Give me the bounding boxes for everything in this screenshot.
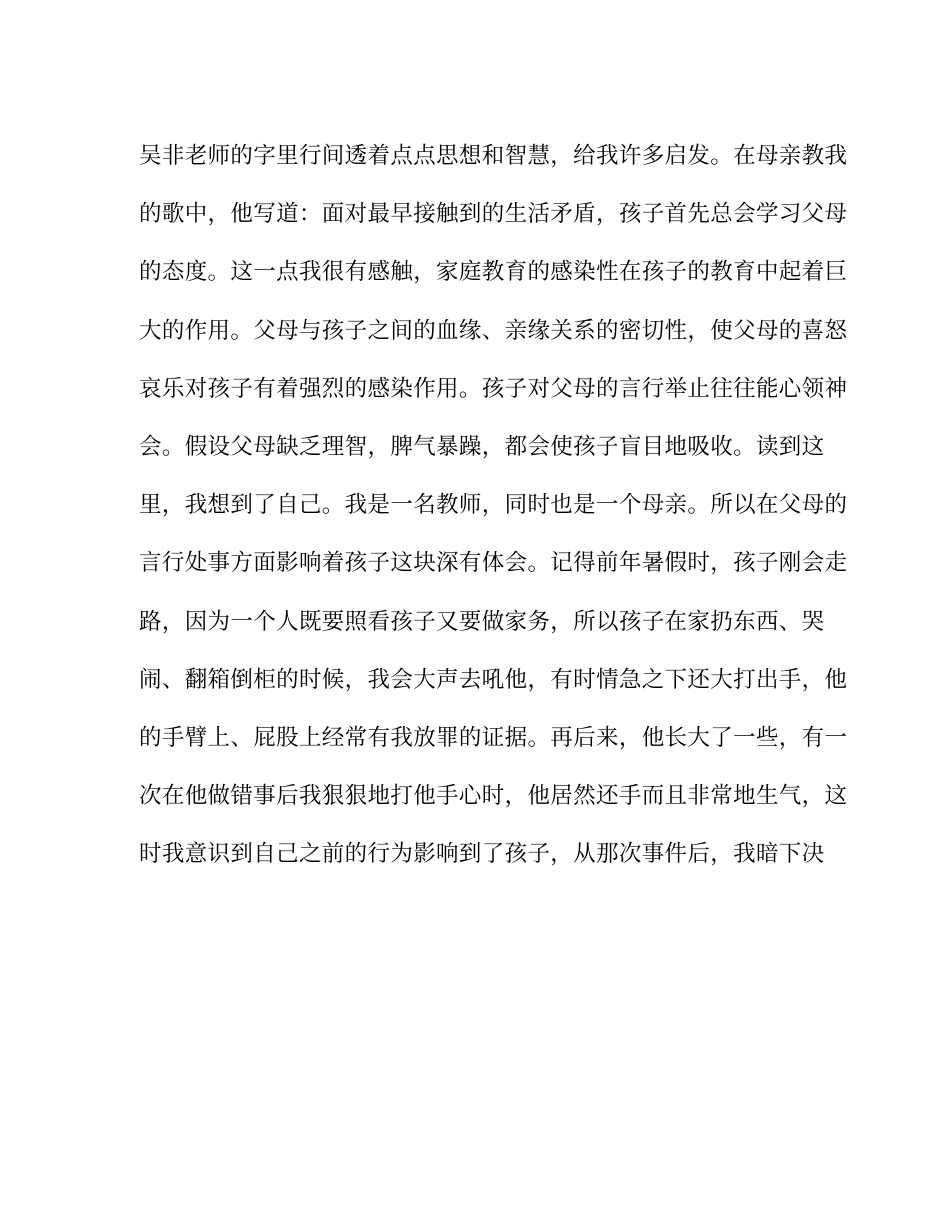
text-line: 闹、翻箱倒柜的时候，我会大声去吼他，有时情急之下还大打出手，他 <box>139 666 848 693</box>
text-line: 次在他做错事后我狠狠地打他手心时，他居然还手而且非常地生气，这 <box>139 783 848 810</box>
text-line: 的态度。这一点我很有感触，家庭教育的感染性在孩子的教育中起着巨 <box>139 259 848 286</box>
text-line: 时我意识到自己之前的行为影响到了孩子，从那次事件后，我暗下决 <box>139 841 825 868</box>
text-line: 的歌中，他写道：面对最早接触到的生活矛盾，孩子首先总会学习父母 <box>139 201 848 228</box>
body-text <box>139 136 848 892</box>
text-line: 路，因为一个人既要照看孩子又要做家务，所以孩子在家扔东西、哭 <box>139 608 825 635</box>
text-line: 大的作用。父母与孩子之间的血缘、亲缘关系的密切性，使父母的喜怒 <box>139 317 848 344</box>
text-line: 会。假设父母缺乏理智，脾气暴躁，都会使孩子盲目地吸收。读到这 <box>139 433 825 460</box>
text-line: 里，我想到了自己。我是一名教师，同时也是一个母亲。所以在父母的 <box>139 492 848 519</box>
text-line: 言行处事方面影响着孩子这块深有体会。记得前年暑假时，孩子刚会走 <box>139 550 848 577</box>
text-line: 吴非老师的字里行间透着点点思想和智慧，给我许多启发。在母亲教我 <box>139 143 848 169</box>
text-line: 哀乐对孩子有着强烈的感染作用。孩子对父母的言行举止往往能心领神 <box>139 375 848 402</box>
text-line: 的手臂上、屁股上经常有我放罪的证据。再后来，他长大了一些，有一 <box>139 724 848 751</box>
